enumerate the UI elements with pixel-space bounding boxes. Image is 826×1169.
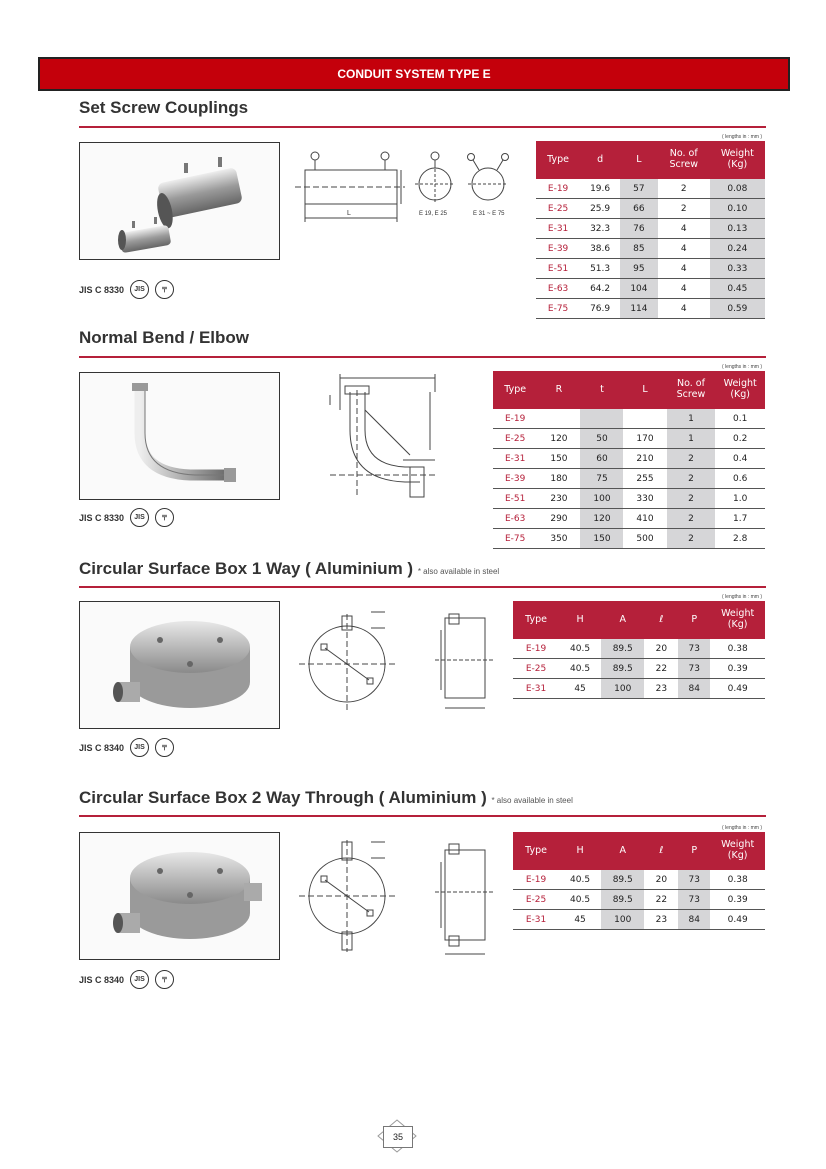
table-cell: 22 [644,659,678,679]
column-header: L [623,371,666,409]
table-cell: 4 [658,219,710,239]
table-cell: 0.39 [710,659,765,679]
table-cell: E-31 [536,219,580,239]
table-cell: 76 [620,219,658,239]
column-header: No. of Screw [667,371,716,409]
table-cell: E-25 [536,199,580,219]
table-cell: 0.49 [710,679,765,699]
table-cell: 0.4 [715,449,765,469]
length-label: L [347,210,351,217]
table-cell: E-25 [493,429,537,449]
table-cell: 100 [601,910,645,930]
section-divider [79,586,766,588]
pse-mark-icon: 〒 [155,508,174,527]
column-header: R [537,371,580,409]
table-row [493,469,765,489]
section-divider [79,356,766,358]
box-2way-diagram [295,832,505,967]
table-cell: 180 [537,469,580,489]
elbow-spec-table [493,371,765,549]
section-title-couplings: Set Screw Couplings [79,98,249,117]
elbow-photo [79,372,280,500]
column-header: Type [513,601,559,639]
column-header: Weight (Kg) [710,832,765,870]
elbow-diagram [310,370,445,510]
table-cell: 60 [580,449,623,469]
column-header: Weight (Kg) [715,371,765,409]
table-cell [580,409,623,429]
jis-standard: JIS C 8340 JIS 〒 [79,738,174,757]
table-cell: 290 [537,509,580,529]
table-cell: 4 [658,259,710,279]
column-header: Type [536,141,580,179]
table-cell: E-39 [493,469,537,489]
column-header: H [559,832,601,870]
table-cell: E-39 [536,239,580,259]
jis-standard: JIS C 8330 JIS 〒 [79,280,174,299]
units-note: ( lengths in : mm ) [722,134,763,140]
table-cell: E-63 [536,279,580,299]
column-header: Type [493,371,537,409]
table-cell: 73 [678,870,710,890]
e19-e25-label: E 19, E 25 [419,211,448,217]
table-cell: 45 [559,679,601,699]
table-cell: E-31 [493,449,537,469]
column-header: ℓ [644,832,678,870]
jis-standard: JIS C 8340 JIS 〒 [79,970,174,989]
table-cell: 170 [623,429,666,449]
table-row [493,529,765,549]
table-cell: 66 [620,199,658,219]
table-row [493,489,765,509]
table-cell: 40.5 [559,639,601,659]
table-cell: E-25 [513,659,559,679]
table-cell: 84 [678,910,710,930]
table-row [536,179,765,199]
table-cell: 0.24 [710,239,765,259]
table-cell: 4 [658,239,710,259]
pse-mark-icon: 〒 [155,970,174,989]
table-row [493,429,765,449]
table-cell: 20 [644,870,678,890]
table-cell: 89.5 [601,870,645,890]
table-cell [623,409,666,429]
box-1way-photo [79,601,280,729]
table-cell: 350 [537,529,580,549]
jis-mark-icon: JIS [130,970,149,989]
table-row [513,679,765,699]
column-header: L [620,141,658,179]
box-1way-spec-table [513,601,765,699]
table-cell: 0.10 [710,199,765,219]
table-cell: 32.3 [580,219,620,239]
jis-mark-icon: JIS [130,508,149,527]
table-cell: 1.0 [715,489,765,509]
table-cell: 410 [623,509,666,529]
table-cell: 0.45 [710,279,765,299]
table-cell: 75 [580,469,623,489]
table-cell: 0.49 [710,910,765,930]
section-divider [79,126,766,128]
table-cell: 4 [658,299,710,319]
column-header: Weight (Kg) [710,141,765,179]
table-cell: 95 [620,259,658,279]
table-row [513,890,765,910]
table-cell: 73 [678,639,710,659]
table-cell: 76.9 [580,299,620,319]
table-cell: 38.6 [580,239,620,259]
table-cell: 330 [623,489,666,509]
jis-mark-icon: JIS [130,738,149,757]
table-cell: E-75 [536,299,580,319]
table-cell: 1 [667,409,716,429]
column-header: Type [513,832,559,870]
table-cell: 45 [559,910,601,930]
table-cell: E-51 [536,259,580,279]
table-cell: 210 [623,449,666,469]
table-row [513,870,765,890]
coupling-photo [79,142,280,260]
table-cell: E-25 [513,890,559,910]
column-header: d [580,141,620,179]
table-cell: 57 [620,179,658,199]
table-row [513,910,765,930]
table-cell: 85 [620,239,658,259]
table-cell: 0.13 [710,219,765,239]
table-cell: 150 [580,529,623,549]
jis-mark-icon: JIS [130,280,149,299]
column-header: A [601,601,645,639]
table-cell: 2 [658,179,710,199]
table-cell: 89.5 [601,890,645,910]
table-row [493,409,765,429]
table-cell: 230 [537,489,580,509]
table-cell: 0.38 [710,639,765,659]
table-cell: 100 [601,679,645,699]
table-cell [537,409,580,429]
table-cell: E-19 [536,179,580,199]
coupling-spec-table [536,141,765,319]
table-cell: 114 [620,299,658,319]
table-cell: E-19 [513,870,559,890]
table-cell: 0.2 [715,429,765,449]
table-cell: E-31 [513,910,559,930]
table-cell: 84 [678,679,710,699]
table-row [536,299,765,319]
table-cell: 2 [658,199,710,219]
table-cell: 22 [644,890,678,910]
column-header: No. of Screw [658,141,710,179]
table-cell: 89.5 [601,659,645,679]
table-cell: 0.39 [710,890,765,910]
table-cell: 120 [537,429,580,449]
column-header: P [678,601,710,639]
table-cell: 40.5 [559,870,601,890]
table-cell: 104 [620,279,658,299]
table-cell: 255 [623,469,666,489]
table-cell: 0.59 [710,299,765,319]
table-cell: E-19 [493,409,537,429]
jis-standard: JIS C 8330 JIS 〒 [79,508,174,527]
table-cell: 23 [644,679,678,699]
table-cell: 2 [667,529,716,549]
table-cell: 2 [667,509,716,529]
pse-mark-icon: 〒 [155,738,174,757]
column-header: P [678,832,710,870]
table-cell: 51.3 [580,259,620,279]
table-cell: 25.9 [580,199,620,219]
section-title-box-1way: Circular Surface Box 1 Way ( Aluminium ) * also available in steel [79,559,500,578]
table-cell: 19.6 [580,179,620,199]
table-cell: 73 [678,659,710,679]
table-cell: 1.7 [715,509,765,529]
table-row [493,509,765,529]
table-row [536,239,765,259]
table-row [536,259,765,279]
table-cell: 4 [658,279,710,299]
box-2way-photo [79,832,280,960]
coupling-diagram [295,142,520,247]
table-cell: E-75 [493,529,537,549]
table-row [513,659,765,679]
table-cell: 120 [580,509,623,529]
table-cell: 50 [580,429,623,449]
column-header: ℓ [644,601,678,639]
table-cell: 2 [667,469,716,489]
table-cell: 20 [644,639,678,659]
table-cell: 0.1 [715,409,765,429]
section-title-box-2way: Circular Surface Box 2 Way Through ( Aluminium ) * also available in steel [79,788,573,807]
table-row [536,279,765,299]
column-header: t [580,371,623,409]
table-cell: 40.5 [559,890,601,910]
section-divider [79,815,766,817]
column-header: Weight (Kg) [710,601,765,639]
units-note: ( lengths in : mm ) [722,364,763,370]
e31-e75-label: E 31 ~ E 75 [473,211,505,217]
table-cell: 100 [580,489,623,509]
table-cell: 2 [667,489,716,509]
table-row [536,199,765,219]
table-row [536,219,765,239]
column-header: H [559,601,601,639]
table-cell: E-19 [513,639,559,659]
page-banner: CONDUIT SYSTEM TYPE E [38,57,790,91]
table-cell: E-31 [513,679,559,699]
table-cell: 0.08 [710,179,765,199]
table-row [513,639,765,659]
column-header: A [601,832,645,870]
table-cell: 0.6 [715,469,765,489]
table-cell: 2.8 [715,529,765,549]
table-cell: 2 [667,449,716,469]
page-number: 35 [383,1126,413,1148]
pse-mark-icon: 〒 [155,280,174,299]
table-cell: 73 [678,890,710,910]
table-row [493,449,765,469]
table-cell: 64.2 [580,279,620,299]
table-cell: 0.38 [710,870,765,890]
section-title-elbow: Normal Bend / Elbow [79,328,250,347]
box-2way-spec-table [513,832,765,930]
table-cell: 500 [623,529,666,549]
table-cell: 1 [667,429,716,449]
table-cell: 40.5 [559,659,601,679]
table-cell: 0.33 [710,259,765,279]
table-cell: 23 [644,910,678,930]
table-cell: 89.5 [601,639,645,659]
units-note: ( lengths in : mm ) [722,594,763,600]
table-cell: 150 [537,449,580,469]
units-note: ( lengths in : mm ) [722,825,763,831]
box-1way-diagram [295,600,505,735]
table-cell: E-63 [493,509,537,529]
table-cell: E-51 [493,489,537,509]
